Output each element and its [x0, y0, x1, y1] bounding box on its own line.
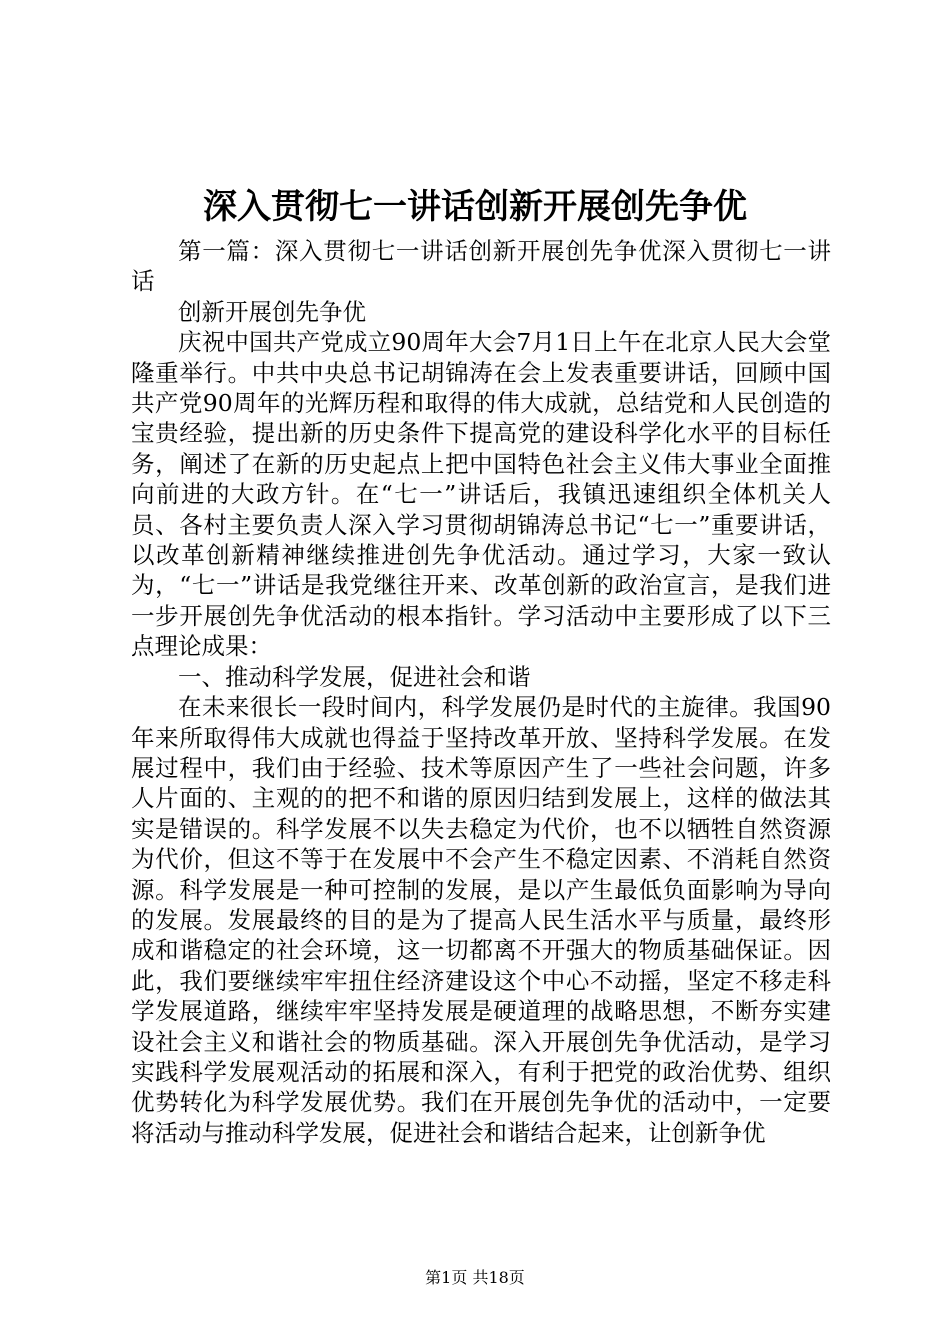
paragraph-heading-line: 第一篇：深入贯彻七一讲话创新开展创先争优深入贯彻七一讲话	[131, 237, 831, 296]
page-footer: 第1页 共18页	[425, 1268, 525, 1287]
paragraph-subheading: 创新开展创先争优	[178, 297, 366, 326]
document-title: 深入贯彻七一讲话创新开展创先争优	[203, 187, 747, 227]
paragraph-section-body: 在未来很长一段时间内，科学发展仍是时代的主旋律。我国90年来所取得伟大成就也得益于坚持改革开放、坚持科学发展。在发展过程中，我们由于经验、技术等原因产生了一些社会问题，许多人片面的、主观的的把不和谐的原因归结到发展上，这样的做法其实是错误的。科学发展不以失去稳定为代价，也不以牺牲自然资源为代价，但这不等于在发展中不会产生不稳定因素、不消耗自然资源。科学发展是一种可控制的发展，是以产生最低负面影响为导向的发展。发展最终的目的是为了提高人民生活水平与质量，最终形成和谐稳定的社会环境，这一切都离不开强大的物质基础保证。因此，我们要继续牢牢扭住经济建设这个中心不动摇，坚定不移走科学发展道路，继续牢牢坚持发展是硬道理的战略思想，不断夯实建设社会主义和谐社会的物质基础。深入开展创先争优活动，是学习实践科学发展观活动的拓展和深入，有利于把党的政治优势、组织优势转化为科学发展优势。我们在开展创先争优的活动中，一定要将活动与推动科学发展，促进社会和谐结合起来，让创新争优	[131, 693, 831, 1147]
paragraph-section-heading: 一、推动科学发展，促进社会和谐	[178, 662, 531, 691]
document-body	[131, 236, 831, 1148]
paragraph-intro: 庆祝中国共产党成立90周年大会7月1日上午在北京人民大会堂隆重举行。中共中央总书记胡锦涛在会上发表重要讲话，回顾中国共产党90周年的光辉历程和取得的伟大成就，总结党和人民创造的宝贵经验，提出新的历史条件下提高党的建设科学化水平的目标任务，阐述了在新的历史起点上把中国特色社会主义伟大事业全面推向前进的大政方针。在“七一”讲话后，我镇迅速组织全体机关人员、各村主要负责人深入学习贯彻胡锦涛总书记“七一”重要讲话，以改革创新精神继续推进创先争优活动。通过学习，大家一致认为，“七一”讲话是我党继往开来、改革创新的政治宣言，是我们进一步开展创先争优活动的根本指针。学习活动中主要形成了以下三点理论成果：	[131, 328, 831, 661]
